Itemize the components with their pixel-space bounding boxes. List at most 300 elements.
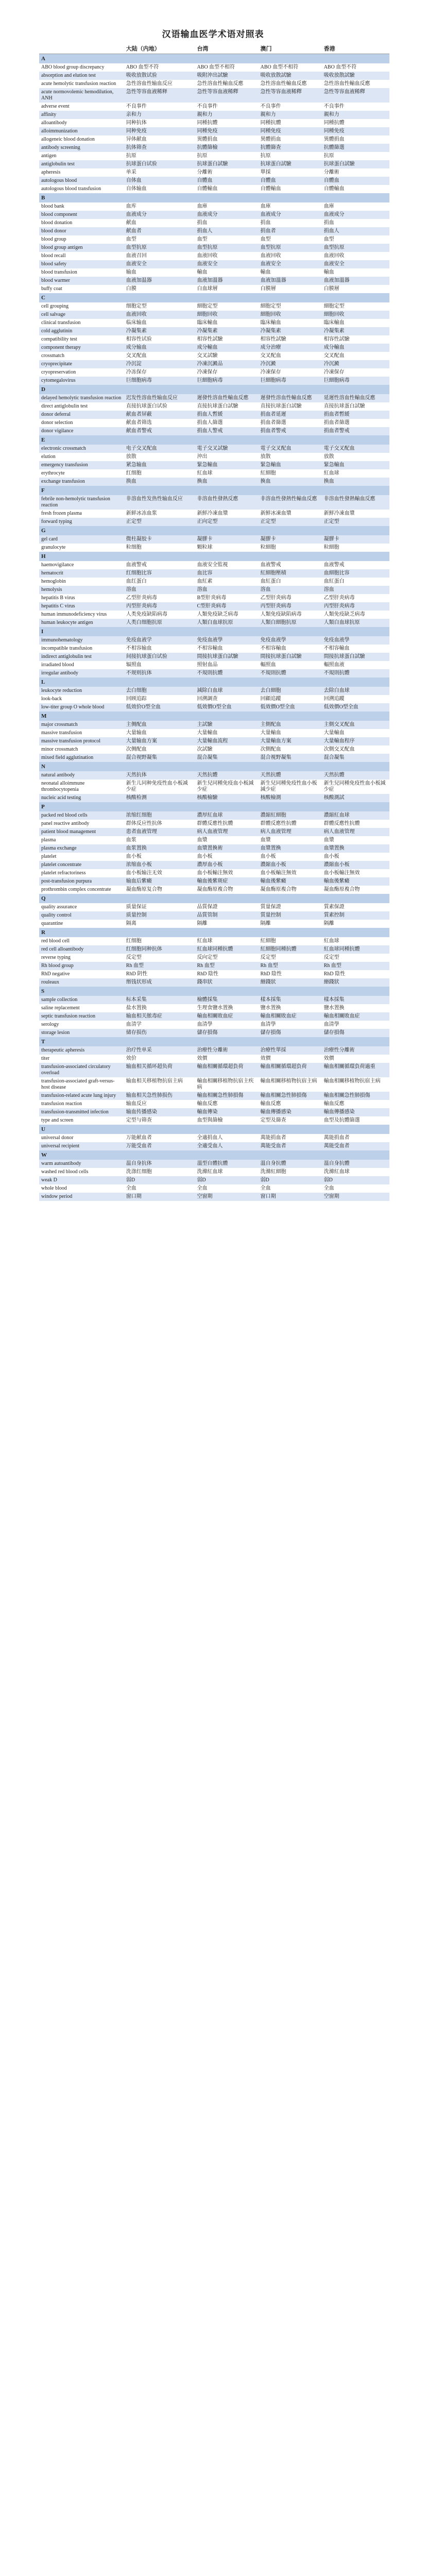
term-taiwan: 冷凝集素	[195, 327, 258, 335]
term-taiwan: 濃厚紅血球	[195, 811, 258, 820]
term-en: adverse event	[39, 103, 124, 111]
term-hongkong: 效價	[322, 1055, 389, 1063]
section-letter-row	[39, 987, 389, 996]
term-mainland: 混合视野凝集	[124, 754, 195, 762]
term-taiwan: 輸血相關循環超負荷	[195, 1063, 258, 1077]
term-hongkong: 血液加溫器	[322, 277, 389, 285]
term-mainland: 间接抗球蛋白试验	[124, 653, 195, 661]
table-row	[39, 103, 389, 111]
term-en: titer	[39, 1055, 124, 1063]
term-hongkong: 輸血傳播感染	[322, 1108, 389, 1116]
term-mainland: 非溶血性发热性输血反应	[124, 495, 195, 510]
term-mainland: 主侧配血	[124, 721, 195, 729]
term-macau: 隔離	[259, 920, 322, 928]
term-taiwan: 儲存損傷	[195, 1029, 258, 1037]
term-macau: 質量控制	[259, 911, 322, 920]
term-taiwan: 顆粒球	[195, 544, 258, 552]
term-macau: 親和力	[259, 111, 322, 119]
term-macau: 混合視野凝集	[259, 754, 322, 762]
term-macau: 輸血後紫癜	[259, 877, 322, 886]
term-en: acute hemolytic transfusion reaction	[39, 80, 124, 88]
term-macau: 質量保證	[259, 903, 322, 911]
table-row	[39, 461, 389, 469]
term-mainland: 交叉配血	[124, 352, 195, 360]
term-en: universal recipient	[39, 1142, 124, 1150]
term-en: hepatitis C virus	[39, 602, 124, 611]
term-taiwan: 大量輸血	[195, 729, 258, 737]
table-row	[39, 1021, 389, 1029]
term-mainland: 溶血	[124, 586, 195, 594]
term-taiwan: 捐血人警戒	[195, 427, 258, 435]
term-hongkong: 質素保證	[322, 903, 389, 911]
table-row	[39, 1134, 389, 1142]
term-en: gel card	[39, 535, 124, 544]
term-mainland: 人类免疫缺陷病毒	[124, 611, 195, 619]
term-taiwan: 不規則抗體	[195, 669, 258, 677]
section-letter: G	[39, 526, 389, 535]
term-hongkong: 血清學	[322, 1021, 389, 1029]
term-en: leukocyte reduction	[39, 687, 124, 695]
term-hongkong: 核酸測試	[322, 794, 389, 802]
term-macau: 溶血	[259, 586, 322, 594]
term-en: incompatible transfusion	[39, 645, 124, 653]
term-taiwan: 直接抗球蛋白試驗	[195, 402, 258, 411]
term-hongkong: 病人血液管理	[322, 828, 389, 836]
term-hongkong: 捐血者警戒	[322, 427, 389, 435]
term-mainland: 大量输血	[124, 729, 195, 737]
term-mainland: 献血者警戒	[124, 427, 195, 435]
term-hongkong: 抗球蛋白試驗	[322, 160, 389, 168]
term-macau: 不規則抗體	[259, 669, 322, 677]
term-mainland: 抗体筛查	[124, 144, 195, 152]
term-mainland: 白膜	[124, 285, 195, 293]
term-taiwan: 成分輸血	[195, 344, 258, 352]
term-mainland: 大量输血方案	[124, 737, 195, 745]
term-hongkong: 延遲性溶血性輸血反應	[322, 394, 389, 402]
table-row	[39, 119, 389, 127]
term-en: transfusion-associated graft-versus-host disease	[39, 1077, 124, 1092]
section-letter-row	[39, 1125, 389, 1134]
section-letter-row	[39, 526, 389, 535]
term-taiwan: 錢串狀	[195, 978, 258, 987]
section-letter-row	[39, 435, 389, 445]
term-mainland: 输血相关急性肺损伤	[124, 1092, 195, 1100]
term-macau: 主側配血	[259, 721, 322, 729]
term-macau: 乙型肝炎病毒	[259, 594, 322, 602]
term-taiwan: 異體捐血	[195, 135, 258, 144]
term-en: erythrocyte	[39, 469, 124, 478]
table-row	[39, 1012, 389, 1021]
term-mainland: 隔离	[124, 920, 195, 928]
term-macau: 不良事件	[259, 103, 322, 111]
term-hongkong: 異體捐血	[322, 135, 389, 144]
term-hongkong: 非溶血性發熱輸血反應	[322, 495, 389, 510]
table-row	[39, 920, 389, 928]
term-taiwan: 品質保證	[195, 903, 258, 911]
term-taiwan: 生理食鹽水置換	[195, 1004, 258, 1012]
term-hongkong: 人類免疫缺乏病毒	[322, 611, 389, 619]
term-mainland: 血小板输注无效	[124, 869, 195, 877]
table-row	[39, 445, 389, 453]
header-cell-hongkong: 香港	[322, 44, 389, 54]
term-en: sample collection	[39, 996, 124, 1004]
term-taiwan: 全適捐血人	[195, 1134, 258, 1142]
section-letter-row	[39, 762, 389, 771]
table-row	[39, 996, 389, 1004]
term-en: red cell alloantibody	[39, 945, 124, 954]
term-taiwan: 天然抗體	[195, 771, 258, 779]
term-en: blood transfusion	[39, 268, 124, 277]
section-letter: H	[39, 552, 389, 561]
term-hongkong: 乙型肝炎病毒	[322, 594, 389, 602]
term-hongkong: 溶血	[322, 586, 389, 594]
table-row	[39, 811, 389, 820]
term-hongkong: 不良事件	[322, 103, 389, 111]
term-en: platelet	[39, 853, 124, 861]
term-hongkong: 空窗期	[322, 1193, 389, 1201]
term-en: panel reactive antibody	[39, 820, 124, 828]
table-row	[39, 1092, 389, 1100]
term-en: hematocrit	[39, 569, 124, 578]
term-mainland: 血液警戒	[124, 561, 195, 569]
section-letter: R	[39, 928, 389, 937]
term-macau: 不相容輸血	[259, 645, 322, 653]
table-row	[39, 619, 389, 627]
term-hongkong: 血庫	[322, 202, 389, 211]
section-letter-row	[39, 677, 389, 687]
table-row	[39, 135, 389, 144]
table-row	[39, 687, 389, 695]
term-mainland: 免疫血液学	[124, 636, 195, 645]
term-en: mixed field agglutination	[39, 754, 124, 762]
term-hongkong: 自體血	[322, 177, 389, 185]
term-en: forward typing	[39, 518, 124, 526]
term-hongkong: 血小板輸注無效	[322, 869, 389, 877]
term-mainland: 血型抗原	[124, 244, 195, 252]
term-hongkong: 濃縮血小板	[322, 861, 389, 869]
section-letter: P	[39, 802, 389, 811]
section-letter: U	[39, 1125, 389, 1134]
term-macau: 血紅蛋白	[259, 578, 322, 586]
term-en: low-titer group O whole blood	[39, 703, 124, 711]
term-hongkong: 輸血相關循環負荷過重	[322, 1063, 389, 1077]
table-row	[39, 419, 389, 427]
term-hongkong: 隔離	[322, 920, 389, 928]
term-hongkong: 輸血相關移植物抗宿主病	[322, 1077, 389, 1092]
term-mainland: RhD 阴性	[124, 970, 195, 978]
term-hongkong: 天然抗體	[322, 771, 389, 779]
term-taiwan: 紅血球同種抗體	[195, 945, 258, 954]
term-mainland: 血液回收	[124, 311, 195, 319]
term-macau: 相容性試驗	[259, 335, 322, 344]
term-taiwan: 血小板	[195, 853, 258, 861]
term-en: blood donor	[39, 227, 124, 235]
term-macau: 血小板輸注無效	[259, 869, 322, 877]
table-row	[39, 771, 389, 779]
term-en: cryoprecipitate	[39, 360, 124, 368]
term-taiwan: 急性等容血液稀釋	[195, 88, 258, 103]
term-taiwan: 紅血球	[195, 937, 258, 945]
term-macau: 丙型肝炎病毒	[259, 602, 322, 611]
table-row	[39, 211, 389, 219]
term-hongkong: 反定型	[322, 954, 389, 962]
term-macau: 血漿置換	[259, 844, 322, 853]
term-mainland: 凝血酶原复合物	[124, 886, 195, 894]
term-en: donor selection	[39, 419, 124, 427]
term-mainland: 患者血液管理	[124, 828, 195, 836]
term-taiwan: 吸附沖出試驗	[195, 72, 258, 80]
section-letter-row	[39, 486, 389, 495]
term-hongkong: 洗滌紅血球	[322, 1168, 389, 1176]
section-letter-row	[39, 552, 389, 561]
term-en: transfusion reaction	[39, 1100, 124, 1108]
term-taiwan: 親和力	[195, 111, 258, 119]
term-en: cryopreservation	[39, 368, 124, 377]
table-row	[39, 779, 389, 794]
term-mainland: 辐照血	[124, 661, 195, 669]
term-macau: 免疫血液學	[259, 636, 322, 645]
term-mainland: 丙型肝炎病毒	[124, 602, 195, 611]
table-row	[39, 945, 389, 954]
table-row	[39, 911, 389, 920]
table-row	[39, 368, 389, 377]
section-letter-row	[39, 1037, 389, 1046]
term-macau: 紅細胞同種抗體	[259, 945, 322, 954]
term-taiwan: 非溶血性發熱反應	[195, 495, 258, 510]
term-mainland: 质量控制	[124, 911, 195, 920]
term-taiwan: 捐血人篩選	[195, 419, 258, 427]
term-mainland: 低效价O型全血	[124, 703, 195, 711]
table-row	[39, 144, 389, 152]
term-taiwan: 血漿	[195, 836, 258, 844]
term-macau: 萬能捐血者	[259, 1134, 322, 1142]
term-hongkong: 血液回收	[322, 252, 389, 260]
term-en: cold agglutinin	[39, 327, 124, 335]
section-letter-row	[39, 385, 389, 394]
term-macau: 群體反應性抗體	[259, 820, 322, 828]
term-macau: 同種免疫	[259, 127, 322, 135]
term-mainland: 定型与筛查	[124, 1116, 195, 1125]
term-en: transfusion-transmitted infection	[39, 1108, 124, 1116]
term-en: emergency transfusion	[39, 461, 124, 469]
term-hongkong: 不相容輸血	[322, 645, 389, 653]
term-taiwan: 冷凍保存	[195, 368, 258, 377]
term-taiwan: 急性溶血性輸血反應	[195, 80, 258, 88]
term-en: antibody screening	[39, 144, 124, 152]
section-letter: I	[39, 627, 389, 636]
term-hongkong: 白膜層	[322, 285, 389, 293]
term-hongkong: 急性等容血液稀釋	[322, 88, 389, 103]
term-mainland: 输血反应	[124, 1100, 195, 1108]
term-en: clinical transfusion	[39, 319, 124, 327]
term-taiwan: 捐血	[195, 219, 258, 227]
term-en: transfusion-related acute lung injury	[39, 1092, 124, 1100]
term-mainland: 缗钱状形成	[124, 978, 195, 987]
term-macau: 冷凍保存	[259, 368, 322, 377]
term-hongkong: 輸血	[322, 268, 389, 277]
term-taiwan: 血型與篩檢	[195, 1116, 258, 1125]
term-en: haemovigilance	[39, 561, 124, 569]
table-row	[39, 219, 389, 227]
term-mainland: 冷凝集素	[124, 327, 195, 335]
term-en: antigen	[39, 152, 124, 160]
table-row	[39, 1046, 389, 1055]
term-hongkong: 血小板	[322, 853, 389, 861]
term-en: alloantibody	[39, 119, 124, 127]
term-hongkong: 血液成分	[322, 211, 389, 219]
term-taiwan: 溶血	[195, 586, 258, 594]
table-row	[39, 954, 389, 962]
section-letter: Q	[39, 894, 389, 903]
term-en: massive transfusion protocol	[39, 737, 124, 745]
term-taiwan: 血小板輸注無效	[195, 869, 258, 877]
term-hongkong: 捐血人	[322, 227, 389, 235]
term-macau: 冷凝集素	[259, 327, 322, 335]
term-taiwan: 反向定型	[195, 954, 258, 962]
term-mainland: 紧急输血	[124, 461, 195, 469]
term-macau: 抗球蛋白試驗	[259, 160, 322, 168]
term-taiwan: Rh 血型	[195, 962, 258, 970]
term-macau: 捐血	[259, 219, 322, 227]
term-macau: 輸血相關移植物抗宿主病	[259, 1077, 322, 1092]
term-taiwan: 血液回收	[195, 252, 258, 260]
section-letter: S	[39, 987, 389, 996]
term-en: direct antiglobulin test	[39, 402, 124, 411]
term-en: donor deferral	[39, 411, 124, 419]
term-hongkong: 血型抗原	[322, 244, 389, 252]
term-hongkong: 儲存損傷	[322, 1029, 389, 1037]
term-en: irregular antibody	[39, 669, 124, 677]
term-en: neonatal alloimmune thrombocytopenia	[39, 779, 124, 794]
term-macau: 白膜層	[259, 285, 322, 293]
term-mainland: 次侧配血	[124, 745, 195, 754]
term-macau: 細胞定型	[259, 302, 322, 311]
table-row	[39, 360, 389, 368]
term-mainland: 输血相关循环超负荷	[124, 1063, 195, 1077]
table-row	[39, 794, 389, 802]
table-row	[39, 1100, 389, 1108]
term-en: delayed hemolytic transfusion reaction	[39, 394, 124, 402]
table-row	[39, 544, 389, 552]
term-macau: ABO 血型不相符	[259, 63, 322, 72]
term-en: donor vigilance	[39, 427, 124, 435]
term-macau: 遲發性溶血性輸血反應	[259, 394, 322, 402]
term-en: rouleaux	[39, 978, 124, 987]
term-mainland: 血液成分	[124, 211, 195, 219]
section-letter: N	[39, 762, 389, 771]
table-row	[39, 844, 389, 853]
term-hongkong: 大量輸血程序	[322, 737, 389, 745]
table-row	[39, 1055, 389, 1063]
term-hongkong: 樣本採集	[322, 996, 389, 1004]
term-taiwan: 回溯調查	[195, 695, 258, 703]
term-en: human leukocyte antigen	[39, 619, 124, 627]
term-mainland: 粒细胞	[124, 544, 195, 552]
term-hongkong: 電子交叉配血	[322, 445, 389, 453]
term-hongkong: 大量輸血	[322, 729, 389, 737]
term-mainland: 血浆	[124, 836, 195, 844]
section-letter: L	[39, 677, 389, 687]
term-en: granulocyte	[39, 544, 124, 552]
term-hongkong: 成分輸血	[322, 344, 389, 352]
table-row	[39, 469, 389, 478]
term-macau: 輸血相關敗血症	[259, 1012, 322, 1021]
table-row	[39, 602, 389, 611]
term-mainland: 红细胞同种抗体	[124, 945, 195, 954]
term-macau: 回顧追蹤	[259, 695, 322, 703]
term-taiwan: C型肝炎病毒	[195, 602, 258, 611]
table-row	[39, 645, 389, 653]
term-hongkong: RhD 陰性	[322, 970, 389, 978]
term-taiwan: 電子交叉試驗	[195, 445, 258, 453]
section-letter-row	[39, 54, 389, 64]
term-hongkong: 治療性分離術	[322, 1046, 389, 1055]
term-macau: 核酸檢測	[259, 794, 322, 802]
table-row	[39, 510, 389, 518]
term-hongkong: 正定型	[322, 518, 389, 526]
term-hongkong: 間接抗球蛋白試驗	[322, 653, 389, 661]
table-row	[39, 962, 389, 970]
term-hongkong: 同種抗體	[322, 119, 389, 127]
term-mainland: 核酸检测	[124, 794, 195, 802]
table-row	[39, 1029, 389, 1037]
term-hongkong: 冷凍保存	[322, 368, 389, 377]
term-macau: 抗體篩查	[259, 144, 322, 152]
table-row	[39, 886, 389, 894]
section-letter: T	[39, 1037, 389, 1046]
term-taiwan: 細胞定型	[195, 302, 258, 311]
term-taiwan: 換血	[195, 478, 258, 486]
term-en: serology	[39, 1021, 124, 1029]
term-mainland: 天然抗体	[124, 771, 195, 779]
section-letter-row	[39, 293, 389, 302]
term-hongkong: 去除白血球	[322, 687, 389, 695]
term-macau: 新鮮冰凍血漿	[259, 510, 322, 518]
term-macau: 治療性單採	[259, 1046, 322, 1055]
term-taiwan: 輸血相關敗血症	[195, 1012, 258, 1021]
term-en: storage lesion	[39, 1029, 124, 1037]
term-taiwan: 病人血液管理	[195, 828, 258, 836]
term-en: massive transfusion	[39, 729, 124, 737]
term-en: Rh blood group	[39, 962, 124, 970]
term-hongkong: 親和力	[322, 111, 389, 119]
term-en: universal donor	[39, 1134, 124, 1142]
table-row	[39, 1193, 389, 1201]
term-macau: 弱D	[259, 1176, 322, 1184]
term-hongkong: 血細胞比容	[322, 569, 389, 578]
term-hongkong: 輸血相關敗血症	[322, 1012, 389, 1021]
term-taiwan: 人類免疫缺乏病毒	[195, 611, 258, 619]
term-taiwan: 低效價O型全血	[195, 703, 258, 711]
term-hongkong: 緡錢狀	[322, 978, 389, 987]
term-taiwan: 大量輸血流程	[195, 737, 258, 745]
term-mainland: 温自身抗体	[124, 1160, 195, 1168]
section-letter-row	[39, 193, 389, 202]
term-mainland: 血浆置换	[124, 844, 195, 853]
term-macau: 血型抗原	[259, 244, 322, 252]
term-macau: 血漿	[259, 836, 322, 844]
table-row	[39, 63, 389, 72]
term-hongkong: ABO 血型不符	[322, 63, 389, 72]
table-row	[39, 978, 389, 987]
term-mainland: 效价	[124, 1055, 195, 1063]
term-mainland: 回顾追踪	[124, 695, 195, 703]
term-en: red blood cell	[39, 937, 124, 945]
glossary-table	[39, 44, 389, 1201]
term-macau: 鹽水置換	[259, 1004, 322, 1012]
term-taiwan: 血液成分	[195, 211, 258, 219]
term-macau: 樣本採集	[259, 996, 322, 1004]
